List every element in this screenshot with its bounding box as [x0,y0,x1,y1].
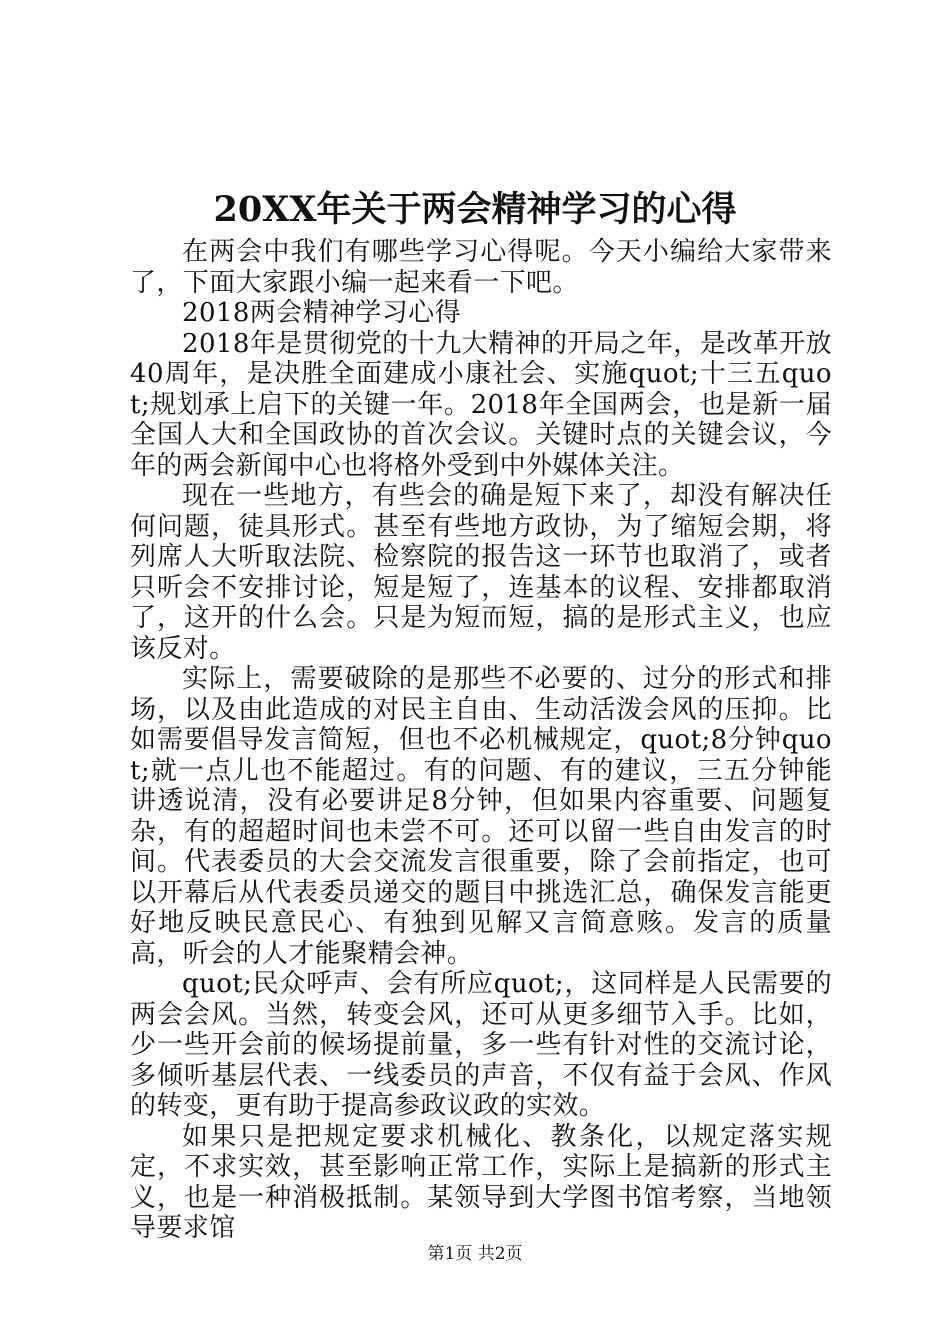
section-heading: 2018两会精神学习心得 [182,298,461,328]
paragraph-intro: 在两会中我们有哪些学习心得呢。今天小编给大家带来了，下面大家跟小编一起来看一下吧。 [130,237,832,298]
page-footer: 第1页 共2页 [427,1244,523,1264]
document-body [130,237,832,1244]
paragraph: 如果只是把规定要求机械化、教条化，以规定落实规定，不求实效，甚至影响正常工作，实际上是搞新的形式主义，也是一种消极抵制。某领导到大学图书馆考察，当地领导要求馆 [130,1121,832,1243]
paragraph: 现在一些地方，有些会的确是短下来了，却没有解决任何问题，徒具形式。甚至有些地方政协，为了缩短会期，将列席人大听取法院、检察院的报告这一环节也取消了，或者只听会不安排讨论，短是短了，连基本的议程、安排都取消了，这开的什么会。只是为短而短，搞的是形式主义，也应该反对。 [130,481,832,664]
paragraph: 2018年是贯彻党的十九大精神的开局之年，是改革开放40周年，是决胜全面建成小康社会、实施quot;十三五quot;规划承上启下的关键一年。2018年全国两会，也是新一届全国人大和全国政协的首次会议。关键时点的关键会议，今年的两会新闻中心也将格外受到中外媒体关注。 [130,328,832,481]
paragraph: 实际上，需要破除的是那些不必要的、过分的形式和排场，以及由此造成的对民主自由、生动活泼会风的压抑。比如需要倡导发言简短，但也不必机械规定，quot;8分钟quot;就一点儿也不能超过。有的问题、有的建议，三五分钟能讲透说清，没有必要讲足8分钟，但如果内容重要、问题复杂，有的超超时间也未尝不可。还可以留一些自由发言的时间。代表委员的大会交流发言很重要，除了会前指定，也可以开幕后从代表委员递交的题目中挑选汇总，确保发言能更好地反映民意民心、有独到见解又言简意赅。发言的质量高，听会的人才能聚精会神。 [130,664,832,969]
paragraph: quot;民众呼声、会有所应quot;，这同样是人民需要的两会会风。当然，转变会风，还可从更多细节入手。比如，少一些开会前的候场提前量，多一些有针对性的交流讨论，多倾听基层代表、一线委员的声音，不仅有益于会风、作风的转变，更有助于提高参政议政的实效。 [130,969,832,1121]
document-title: 20XX年关于两会精神学习的心得 [213,189,737,230]
